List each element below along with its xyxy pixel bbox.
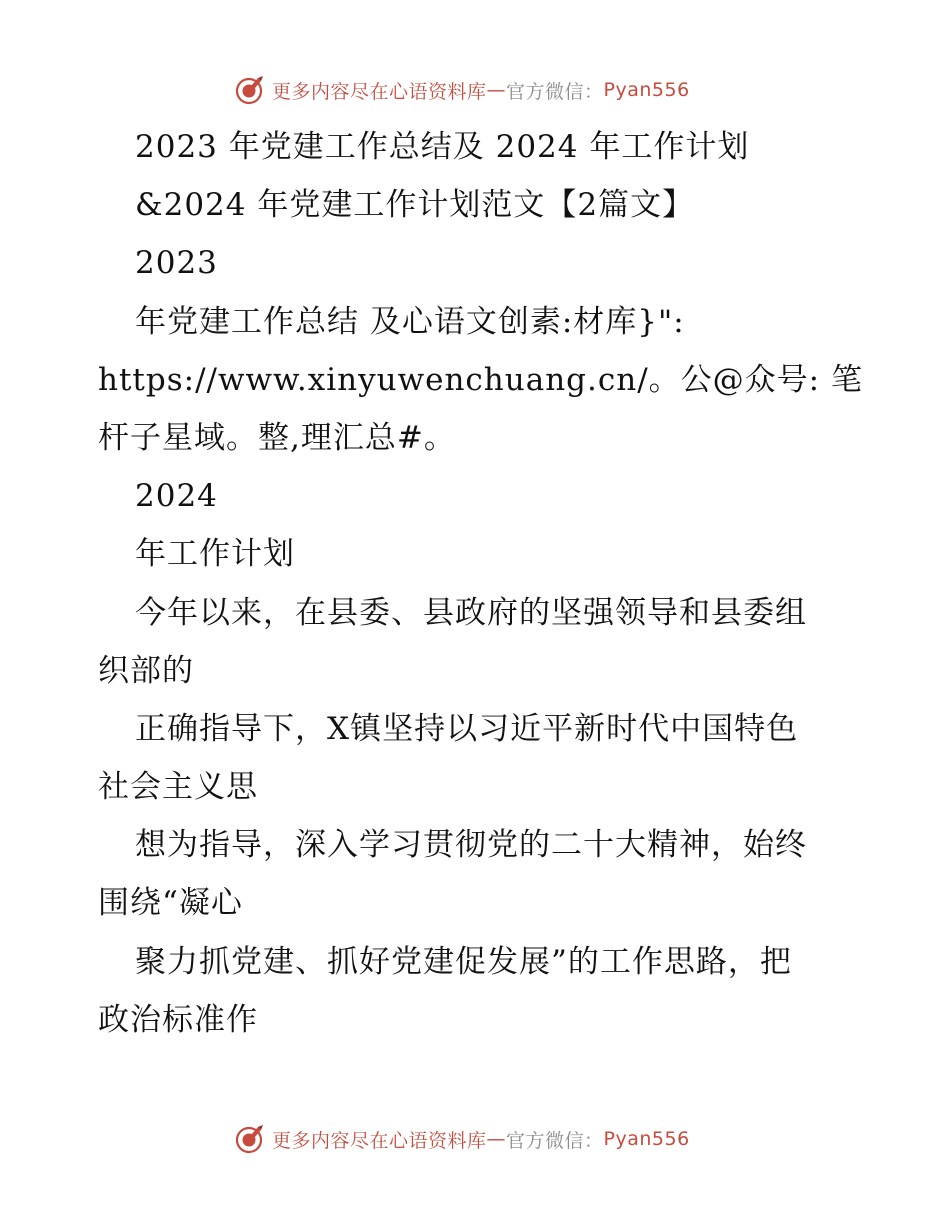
banner-dash: — xyxy=(486,1128,507,1150)
document-body xyxy=(98,118,863,1049)
banner-wechat-id: Pyan556 xyxy=(603,1128,690,1150)
banner-lead-text: 更多内容尽在心语资料库 xyxy=(272,80,487,103)
doc-line: 2023 xyxy=(135,245,218,282)
header-banner xyxy=(234,72,754,108)
doc-title-line-2: &2024 年党建工作计划范文【2篇文】 xyxy=(135,187,695,224)
doc-paragraph-line: 政治标准作 xyxy=(98,1001,258,1038)
quill-seal-icon xyxy=(234,74,266,106)
doc-paragraph-line: 社会主义思 xyxy=(98,769,258,806)
banner-dash: — xyxy=(486,79,507,101)
doc-paragraph-line: 想为指导，深入学习贯彻党的二十大精神，始终 xyxy=(135,827,807,864)
doc-title-line-1: 2023 年党建工作总结及 2024 年工作计划 xyxy=(135,129,750,165)
doc-paragraph-line: 聚力抓党建、抓好党建促发展”的工作思路，把 xyxy=(135,943,792,980)
banner-wechat-label: 官方微信： xyxy=(506,80,604,103)
doc-paragraph-line: 今年以来，在县委、县政府的坚强领导和县委组 xyxy=(135,594,807,631)
doc-line: 杆子星域。整,理汇总#。 xyxy=(98,419,456,456)
doc-paragraph-line: 织部的 xyxy=(98,652,194,689)
doc-paragraph-line: 围绕“凝心 xyxy=(98,885,243,922)
doc-line: 年党建工作总结 及心语文创素:材库}": xyxy=(135,303,685,340)
footer-banner xyxy=(234,1121,754,1157)
banner-wechat-label: 官方微信： xyxy=(506,1129,604,1152)
doc-line: 2024 xyxy=(135,478,218,515)
doc-paragraph-line: 正确指导下，X镇坚持以习近平新时代中国特色 xyxy=(135,710,799,747)
doc-line: https://www.xinyuwenchuang.cn/。公@众号: 笔 xyxy=(98,361,863,398)
banner-wechat-id: Pyan556 xyxy=(603,79,690,101)
doc-line: 年工作计划 xyxy=(135,536,295,573)
quill-seal-icon xyxy=(234,1123,266,1155)
banner-lead-text: 更多内容尽在心语资料库 xyxy=(272,1129,487,1152)
